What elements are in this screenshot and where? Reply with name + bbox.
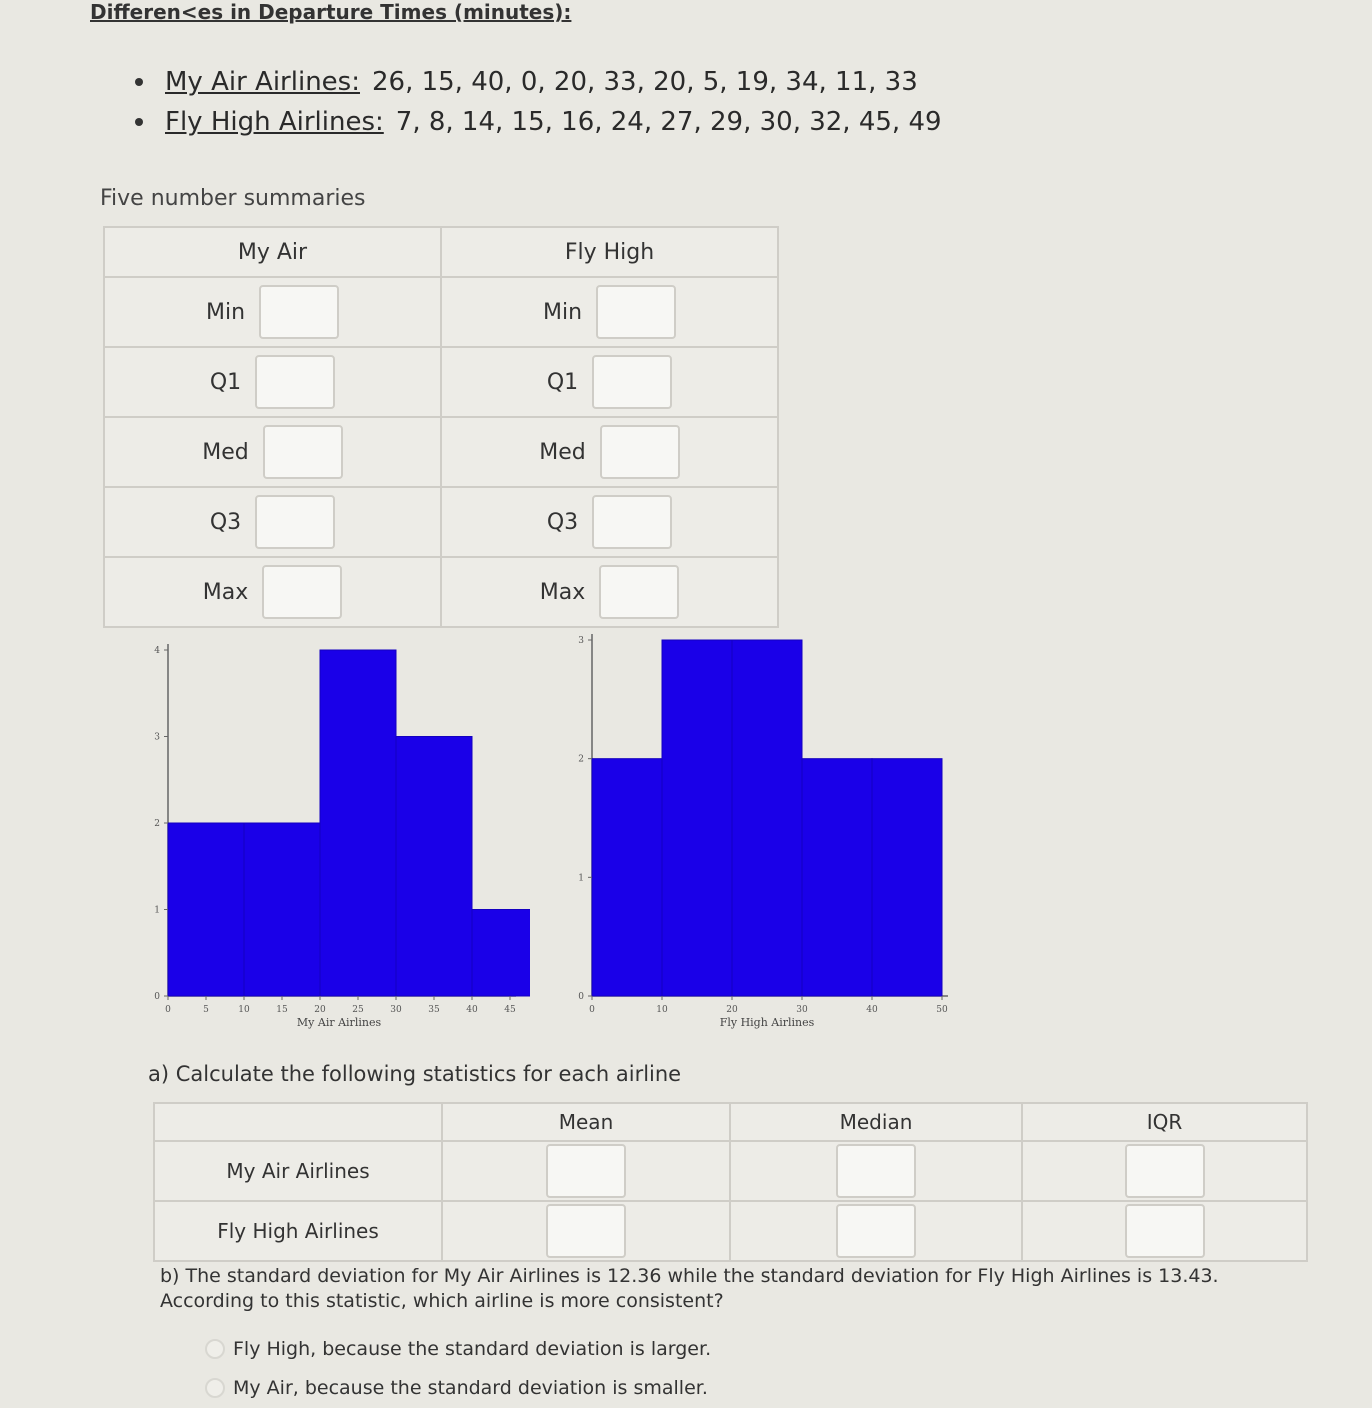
empty-header <box>154 1103 442 1141</box>
y-tick-label: 2 <box>154 819 160 829</box>
stat-label: Min <box>542 299 583 325</box>
y-tick-label: 2 <box>578 754 584 765</box>
x-tick-label: 25 <box>352 1005 364 1015</box>
col-header-fly-high: Fly High <box>441 227 778 277</box>
airline-label: My Air Airlines: <box>165 67 360 97</box>
col-header-iqr: IQR <box>1022 1103 1307 1141</box>
histogram-bar <box>802 759 872 996</box>
x-tick-label: 35 <box>428 1005 440 1015</box>
table-row <box>104 347 778 417</box>
airline-values: 7, 8, 14, 15, 16, 24, 27, 29, 30, 32, 45, 49 <box>395 107 942 137</box>
stat-label: Max <box>202 579 249 605</box>
stat-label: Q1 <box>209 369 242 395</box>
histogram-bar <box>396 737 472 997</box>
my-air-iqr-input[interactable] <box>1125 1144 1205 1198</box>
airline-values: 26, 15, 40, 0, 20, 33, 20, 5, 19, 34, 11, 33 <box>371 67 918 97</box>
x-tick-label: 20 <box>314 1005 326 1015</box>
table-row <box>104 557 778 627</box>
table-row <box>104 417 778 487</box>
x-tick-label: 10 <box>656 1005 668 1015</box>
airline-label: Fly High Airlines: <box>165 107 384 137</box>
my-air-max-input[interactable] <box>262 565 342 619</box>
data-list <box>135 62 942 142</box>
page-heading: Differen<es in Departure Times (minutes): <box>90 0 572 24</box>
x-tick-label: 50 <box>936 1005 948 1015</box>
my-air-median-input[interactable] <box>836 1144 916 1198</box>
stat-label: Med <box>539 439 586 465</box>
histogram-bar <box>244 823 320 996</box>
radio-icon[interactable] <box>205 1339 225 1359</box>
option-fly-high[interactable] <box>205 1338 711 1360</box>
stat-label: Q3 <box>546 509 579 535</box>
x-axis-label: My Air Airlines <box>296 1016 382 1029</box>
my-air-med-input[interactable] <box>263 425 343 479</box>
x-tick-label: 40 <box>866 1005 878 1015</box>
x-tick-label: 5 <box>203 1005 209 1015</box>
fly-high-min-input[interactable] <box>596 285 676 339</box>
y-tick-label: 3 <box>578 636 584 646</box>
option-label: Fly High, because the standard deviation is larger. <box>233 1338 712 1360</box>
y-tick-label: 0 <box>154 992 160 1002</box>
table-row <box>104 487 778 557</box>
row-label-fly-high: Fly High Airlines <box>154 1201 442 1261</box>
x-tick-label: 0 <box>165 1005 171 1015</box>
col-header-my-air: My Air <box>104 227 441 277</box>
fly-high-q3-input[interactable] <box>592 495 672 549</box>
histogram-bar <box>472 910 530 997</box>
x-tick-label: 15 <box>276 1005 288 1015</box>
stat-label: Min <box>205 299 246 325</box>
question-a-prompt: a) Calculate the following statistics for each airline <box>148 1062 682 1086</box>
histogram-bar <box>168 823 244 996</box>
option-my-air[interactable] <box>205 1377 708 1399</box>
five-number-label: Five number summaries <box>100 186 366 211</box>
stat-label: Q3 <box>209 509 242 535</box>
col-header-mean: Mean <box>442 1103 730 1141</box>
y-tick-label: 3 <box>154 732 160 743</box>
fly-high-histogram <box>550 630 960 1040</box>
y-tick-label: 0 <box>578 992 584 1002</box>
col-header-median: Median <box>730 1103 1022 1141</box>
fly-high-q1-input[interactable] <box>592 355 672 409</box>
y-tick-label: 1 <box>578 873 584 884</box>
bullet-icon <box>135 118 143 126</box>
x-tick-label: 20 <box>726 1005 738 1015</box>
histogram-bar <box>320 650 396 996</box>
y-tick-label: 1 <box>154 905 160 916</box>
x-tick-label: 45 <box>504 1005 516 1015</box>
histogram-bar <box>592 759 662 996</box>
table-row <box>104 277 778 347</box>
x-axis-label: Fly High Airlines <box>719 1016 815 1029</box>
stat-label: Max <box>539 579 586 605</box>
histogram-bar <box>662 640 732 996</box>
y-tick-label: 4 <box>154 646 160 656</box>
my-air-q1-input[interactable] <box>255 355 335 409</box>
list-item <box>135 102 942 142</box>
fly-high-max-input[interactable] <box>599 565 679 619</box>
x-tick-label: 40 <box>466 1005 478 1015</box>
x-tick-label: 30 <box>390 1005 402 1015</box>
stat-label: Q1 <box>546 369 579 395</box>
row-label-my-air: My Air Airlines <box>154 1141 442 1201</box>
radio-icon[interactable] <box>205 1378 225 1398</box>
x-tick-label: 30 <box>796 1005 808 1015</box>
stat-label: Med <box>202 439 249 465</box>
x-tick-label: 0 <box>589 1005 595 1015</box>
statistics-table <box>153 1102 1308 1262</box>
table-row <box>154 1201 1307 1261</box>
my-air-q3-input[interactable] <box>255 495 335 549</box>
my-air-min-input[interactable] <box>259 285 339 339</box>
my-air-mean-input[interactable] <box>546 1144 626 1198</box>
fly-high-iqr-input[interactable] <box>1125 1204 1205 1258</box>
my-air-histogram <box>130 640 530 1040</box>
fly-high-median-input[interactable] <box>836 1204 916 1258</box>
option-label: My Air, because the standard deviation is smaller. <box>233 1377 708 1399</box>
fly-high-med-input[interactable] <box>600 425 680 479</box>
bullet-icon <box>135 78 143 86</box>
fly-high-mean-input[interactable] <box>546 1204 626 1258</box>
list-item <box>135 62 942 102</box>
histogram-bar <box>732 640 802 996</box>
five-number-table <box>103 226 779 628</box>
table-row <box>154 1141 1307 1201</box>
question-b-prompt: b) The standard deviation for My Air Airlines is 12.36 while the standard deviation for Fly High Airlines is 13.43. According to this statistic, which airline is more consistent? <box>160 1265 1219 1312</box>
x-tick-label: 10 <box>238 1005 250 1015</box>
histogram-bar <box>872 759 942 996</box>
